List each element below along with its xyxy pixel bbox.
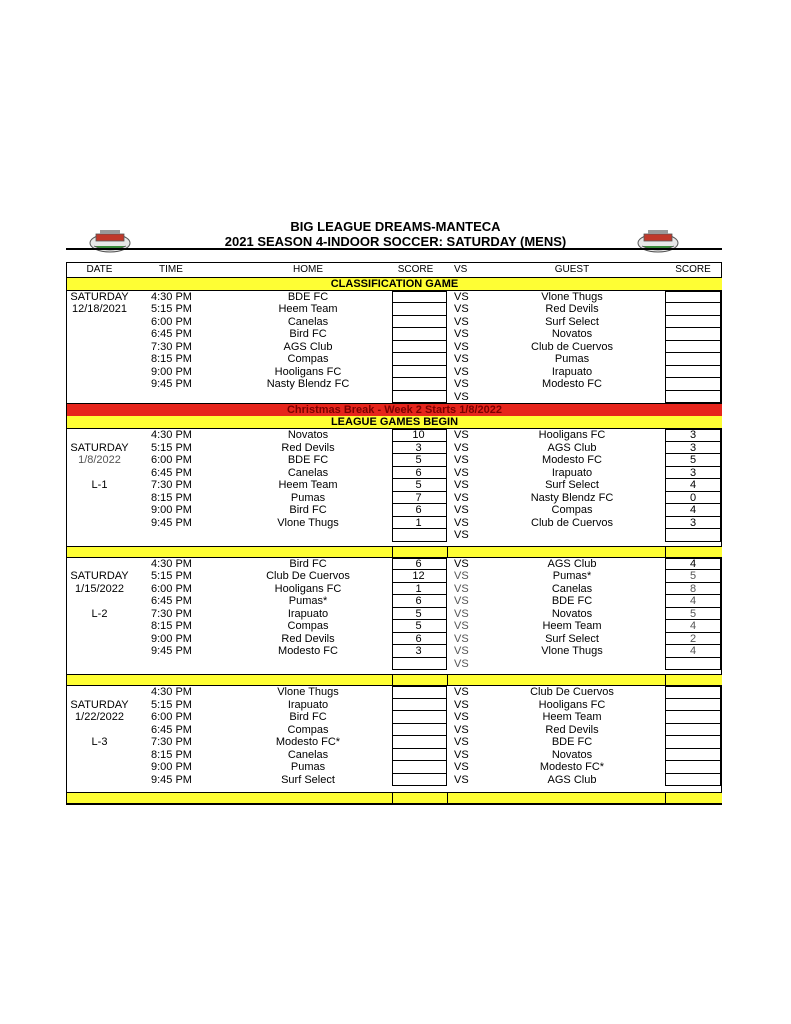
game-row bbox=[67, 353, 722, 366]
guest-team: Novatos bbox=[551, 607, 593, 620]
guest-score: 5 bbox=[689, 570, 697, 582]
home-team: Pumas bbox=[290, 491, 326, 504]
vs-label: VS bbox=[454, 378, 469, 390]
date-cell: 1/22/2022 bbox=[75, 711, 124, 723]
home-team: Hooligans FC bbox=[274, 365, 342, 378]
time-cell: 5:15 PM bbox=[151, 441, 192, 454]
time-cell: 8:15 PM bbox=[151, 353, 192, 365]
home-team: Compas bbox=[287, 723, 329, 736]
home-score-box bbox=[392, 774, 447, 787]
vs-label: VS bbox=[454, 570, 469, 582]
vs-label: VS bbox=[454, 748, 469, 761]
vs-label: VS bbox=[454, 711, 469, 723]
home-score: 5 bbox=[415, 454, 422, 466]
guest-score: 4 bbox=[689, 504, 697, 516]
guest-score-box bbox=[665, 658, 721, 671]
guest-team: Pumas bbox=[554, 353, 590, 365]
game-row bbox=[67, 303, 722, 316]
home-team: Pumas bbox=[290, 761, 326, 773]
home-team: BDE FC bbox=[287, 290, 329, 303]
vs-label: VS bbox=[454, 340, 469, 353]
game-row bbox=[67, 328, 722, 341]
big-league-dreams-logo-icon bbox=[636, 228, 680, 254]
guest-team: Club de Cuervos bbox=[531, 516, 613, 529]
vs-label: VS bbox=[454, 607, 469, 620]
christmas-break-band: Christmas Break - Week 2 Starts 1/8/2022 bbox=[67, 403, 722, 416]
home-team: Heem Team bbox=[278, 303, 338, 315]
time-cell: 9:00 PM bbox=[151, 632, 192, 645]
guest-team: Novatos bbox=[551, 328, 593, 340]
guest-score: 2 bbox=[689, 632, 697, 645]
guest-score-box bbox=[665, 736, 721, 749]
guest-score-box bbox=[665, 303, 721, 316]
game-row bbox=[67, 504, 722, 517]
guest-score-box bbox=[665, 391, 721, 404]
vs-label: VS bbox=[454, 773, 469, 786]
block-separator bbox=[67, 792, 722, 804]
home-score-box bbox=[392, 724, 447, 737]
time-cell: 5:15 PM bbox=[151, 698, 192, 711]
guest-score-box bbox=[665, 353, 721, 366]
home-team: Irapuato bbox=[287, 607, 329, 620]
home-score-box bbox=[392, 749, 447, 762]
time-cell: 6:00 PM bbox=[151, 315, 192, 328]
time-cell: 6:00 PM bbox=[151, 582, 192, 595]
guest-team: Irapuato bbox=[551, 365, 593, 378]
page-subtitle: 2021 SEASON 4-INDOOR SOCCER: SATURDAY (MENS) bbox=[224, 234, 567, 249]
guest-team: Hooligans FC bbox=[538, 429, 606, 441]
guest-team: Irapuato bbox=[551, 466, 593, 479]
home-team: Club De Cuervos bbox=[266, 570, 350, 582]
home-score-box bbox=[392, 391, 447, 404]
date-cell: L-3 bbox=[91, 736, 108, 748]
guest-team: BDE FC bbox=[551, 736, 593, 748]
guest-team: Hooligans FC bbox=[538, 698, 606, 711]
guest-score: 4 bbox=[689, 645, 697, 657]
guest-team: BDE FC bbox=[551, 595, 593, 607]
time-cell: 9:00 PM bbox=[151, 504, 192, 516]
home-score-box bbox=[392, 378, 447, 391]
home-score-box bbox=[392, 658, 447, 671]
time-cell: 8:15 PM bbox=[151, 620, 192, 632]
time-cell: 9:00 PM bbox=[151, 761, 192, 773]
vs-label: VS bbox=[454, 645, 469, 657]
guest-score: 8 bbox=[689, 582, 697, 595]
home-score-box bbox=[392, 699, 447, 712]
game-row bbox=[67, 570, 722, 583]
vs-label: VS bbox=[454, 441, 469, 454]
vs-label: VS bbox=[454, 657, 469, 670]
time-cell: 6:45 PM bbox=[151, 328, 192, 340]
guest-score-box bbox=[665, 328, 721, 341]
home-team: Bird FC bbox=[289, 328, 327, 340]
column-headers bbox=[67, 264, 722, 277]
game-row bbox=[67, 686, 722, 699]
vs-label: VS bbox=[454, 516, 469, 529]
home-score: 10 bbox=[412, 429, 425, 441]
vs-label: VS bbox=[454, 328, 469, 340]
game-row bbox=[67, 749, 722, 762]
header-date: DATE bbox=[86, 264, 113, 275]
game-row bbox=[67, 699, 722, 712]
page-title: BIG LEAGUE DREAMS-MANTECA bbox=[290, 219, 501, 234]
guest-team: Compas bbox=[551, 504, 593, 516]
big-league-dreams-logo-icon bbox=[88, 228, 132, 254]
game-row bbox=[67, 608, 722, 621]
home-team: Novatos bbox=[287, 429, 329, 441]
time-cell: 6:00 PM bbox=[151, 711, 192, 723]
guest-score: 4 bbox=[689, 595, 697, 607]
home-score: 5 bbox=[415, 607, 422, 620]
vs-label: VS bbox=[454, 290, 469, 303]
vs-label: VS bbox=[454, 698, 469, 711]
guest-team: Red Devils bbox=[545, 723, 599, 736]
time-cell: 6:00 PM bbox=[151, 454, 192, 466]
header-vs: VS bbox=[454, 264, 468, 275]
home-score: 6 bbox=[415, 632, 422, 645]
vs-label: VS bbox=[454, 736, 469, 748]
game-row bbox=[67, 454, 722, 467]
home-score-box bbox=[392, 303, 447, 316]
date-cell: L-2 bbox=[91, 607, 108, 620]
home-score-box bbox=[392, 353, 447, 366]
schedule-block-1-8 bbox=[67, 429, 722, 542]
date-cell: SATURDAY bbox=[70, 441, 129, 454]
guest-score-box bbox=[665, 686, 721, 699]
home-team: Nasty Blendz FC bbox=[266, 378, 350, 390]
guest-score: 4 bbox=[689, 479, 697, 491]
guest-score-box bbox=[665, 711, 721, 724]
date-cell: SATURDAY bbox=[70, 698, 129, 711]
home-score: 1 bbox=[415, 516, 422, 529]
home-team: Pumas* bbox=[288, 595, 328, 607]
vs-label: VS bbox=[454, 390, 469, 403]
home-score: 5 bbox=[415, 620, 422, 632]
vs-label: VS bbox=[454, 686, 469, 698]
time-cell: 8:15 PM bbox=[151, 491, 192, 504]
home-score-box bbox=[392, 529, 447, 542]
game-row bbox=[67, 442, 722, 455]
game-row bbox=[67, 366, 722, 379]
guest-score: 3 bbox=[689, 441, 697, 454]
time-cell: 4:30 PM bbox=[151, 429, 192, 441]
guest-team: Heem Team bbox=[542, 711, 602, 723]
schedule-table bbox=[67, 264, 722, 804]
block-separator bbox=[67, 546, 722, 558]
game-row bbox=[67, 467, 722, 480]
vs-label: VS bbox=[454, 723, 469, 736]
game-row bbox=[67, 620, 722, 633]
home-score-box bbox=[392, 341, 447, 354]
schedule-block-1-15 bbox=[67, 558, 722, 671]
guest-team: AGS Club bbox=[547, 441, 597, 454]
vs-label: VS bbox=[454, 632, 469, 645]
guest-team: Club De Cuervos bbox=[530, 686, 614, 698]
guest-team: Nasty Blendz FC bbox=[530, 491, 614, 504]
guest-team: Modesto FC bbox=[542, 378, 602, 390]
home-score-box bbox=[392, 761, 447, 774]
vs-label: VS bbox=[454, 557, 469, 570]
schedule-block-1-22 bbox=[67, 686, 722, 786]
home-team: Surf Select bbox=[281, 773, 335, 786]
game-row bbox=[67, 774, 722, 787]
guest-team: Red Devils bbox=[545, 303, 599, 315]
home-team: Hooligans FC bbox=[274, 582, 342, 595]
guest-team: Vlone Thugs bbox=[541, 645, 603, 657]
game-row bbox=[67, 492, 722, 505]
date-cell: 12/18/2021 bbox=[71, 303, 128, 315]
guest-team: Vlone Thugs bbox=[541, 290, 603, 303]
time-cell: 5:15 PM bbox=[151, 570, 192, 582]
time-cell: 9:45 PM bbox=[151, 773, 192, 786]
header-time: TIME bbox=[159, 264, 183, 275]
vs-label: VS bbox=[454, 595, 469, 607]
vs-label: VS bbox=[454, 466, 469, 479]
home-team: Red Devils bbox=[281, 632, 335, 645]
home-score: 6 bbox=[415, 557, 422, 570]
guest-score-box bbox=[665, 341, 721, 354]
guest-score: 4 bbox=[689, 620, 697, 632]
home-team: Heem Team bbox=[278, 479, 338, 491]
schedule-block-12-18 bbox=[67, 291, 722, 404]
time-cell: 7:30 PM bbox=[151, 479, 192, 491]
date-cell: L-1 bbox=[91, 479, 108, 491]
time-cell: 4:30 PM bbox=[151, 557, 192, 570]
time-cell: 6:45 PM bbox=[151, 595, 192, 607]
game-row bbox=[67, 529, 722, 542]
time-cell: 4:30 PM bbox=[151, 290, 192, 303]
vs-label: VS bbox=[454, 353, 469, 365]
home-team: Bird FC bbox=[289, 557, 327, 570]
home-score-box bbox=[392, 328, 447, 341]
home-score-box bbox=[392, 316, 447, 329]
vs-label: VS bbox=[454, 303, 469, 315]
home-score-box bbox=[392, 686, 447, 699]
time-cell: 7:30 PM bbox=[151, 340, 192, 353]
guest-team: AGS Club bbox=[547, 773, 597, 786]
home-score-box bbox=[392, 736, 447, 749]
time-cell: 9:45 PM bbox=[151, 645, 192, 657]
home-score: 6 bbox=[415, 466, 422, 479]
header-home-score: SCORE bbox=[397, 264, 434, 275]
vs-label: VS bbox=[454, 315, 469, 328]
game-row bbox=[67, 736, 722, 749]
home-score-box bbox=[392, 366, 447, 379]
game-row bbox=[67, 391, 722, 404]
guest-score: 5 bbox=[689, 607, 697, 620]
time-cell: 7:30 PM bbox=[151, 736, 192, 748]
guest-team: Modesto FC bbox=[542, 454, 602, 466]
guest-score-box bbox=[665, 774, 721, 787]
header-guest-score: SCORE bbox=[675, 264, 711, 275]
guest-score-box bbox=[665, 291, 721, 304]
home-team: Irapuato bbox=[287, 698, 329, 711]
game-row bbox=[67, 595, 722, 608]
game-row bbox=[67, 724, 722, 737]
home-score: 12 bbox=[412, 570, 425, 582]
guest-score: 3 bbox=[689, 466, 697, 479]
time-cell: 6:45 PM bbox=[151, 723, 192, 736]
home-score-box bbox=[392, 291, 447, 304]
game-row bbox=[67, 761, 722, 774]
league-games-band: LEAGUE GAMES BEGIN bbox=[67, 416, 722, 429]
home-team: Canelas bbox=[287, 315, 329, 328]
game-row bbox=[67, 583, 722, 596]
guest-score-box bbox=[665, 316, 721, 329]
guest-score-box bbox=[665, 749, 721, 762]
vs-label: VS bbox=[454, 479, 469, 491]
game-row bbox=[67, 378, 722, 391]
game-row bbox=[67, 316, 722, 329]
home-team: Canelas bbox=[287, 466, 329, 479]
header-home: HOME bbox=[293, 264, 323, 275]
guest-score-box bbox=[665, 529, 721, 542]
guest-team: Novatos bbox=[551, 748, 593, 761]
header-rule bbox=[66, 248, 722, 250]
home-team: Modesto FC* bbox=[275, 736, 341, 748]
guest-score: 3 bbox=[689, 429, 697, 441]
home-score-box bbox=[392, 711, 447, 724]
guest-team: AGS Club bbox=[547, 557, 597, 570]
game-row bbox=[67, 633, 722, 646]
home-score: 6 bbox=[415, 504, 422, 516]
game-row bbox=[67, 645, 722, 658]
time-cell: 5:15 PM bbox=[151, 303, 192, 315]
game-row bbox=[67, 658, 722, 671]
date-cell: 1/8/2022 bbox=[78, 454, 121, 466]
home-team: Bird FC bbox=[289, 711, 327, 723]
guest-team: Surf Select bbox=[545, 315, 599, 328]
vs-label: VS bbox=[454, 491, 469, 504]
guest-score: 3 bbox=[689, 516, 697, 529]
game-row bbox=[67, 479, 722, 492]
game-row bbox=[67, 558, 722, 571]
guest-team: Pumas* bbox=[552, 570, 592, 582]
guest-team: Surf Select bbox=[545, 632, 599, 645]
date-cell: 1/15/2022 bbox=[75, 582, 124, 595]
home-score: 5 bbox=[415, 479, 422, 491]
guest-team: Modesto FC* bbox=[539, 761, 605, 773]
vs-label: VS bbox=[454, 454, 469, 466]
header-guest: GUEST bbox=[554, 264, 590, 275]
guest-team: Club de Cuervos bbox=[531, 340, 613, 353]
game-row bbox=[67, 517, 722, 530]
game-row bbox=[67, 429, 722, 442]
home-team: BDE FC bbox=[287, 454, 329, 466]
guest-score: 5 bbox=[689, 454, 697, 466]
home-team: Compas bbox=[287, 353, 329, 365]
time-cell: 7:30 PM bbox=[151, 607, 192, 620]
classification-band: CLASSIFICATION GAME bbox=[67, 277, 722, 291]
vs-label: VS bbox=[454, 429, 469, 441]
time-cell: 6:45 PM bbox=[151, 466, 192, 479]
time-cell: 9:00 PM bbox=[151, 365, 192, 378]
home-team: Canelas bbox=[287, 748, 329, 761]
guest-score-box bbox=[665, 724, 721, 737]
game-row bbox=[67, 341, 722, 354]
time-cell: 9:45 PM bbox=[151, 378, 192, 390]
vs-label: VS bbox=[454, 620, 469, 632]
guest-score-box bbox=[665, 761, 721, 774]
time-cell: 8:15 PM bbox=[151, 748, 192, 761]
home-team: Bird FC bbox=[289, 504, 327, 516]
home-score: 6 bbox=[415, 595, 422, 607]
vs-label: VS bbox=[454, 504, 469, 516]
date-cell: SATURDAY bbox=[70, 570, 129, 582]
block-separator bbox=[67, 674, 722, 686]
home-team: Vlone Thugs bbox=[277, 516, 339, 529]
game-row bbox=[67, 711, 722, 724]
home-score: 1 bbox=[415, 582, 422, 595]
guest-score-box bbox=[665, 699, 721, 712]
guest-score-box bbox=[665, 378, 721, 391]
game-row bbox=[67, 291, 722, 304]
time-cell: 9:45 PM bbox=[151, 516, 192, 529]
home-team: Vlone Thugs bbox=[277, 686, 339, 698]
guest-score: 0 bbox=[689, 491, 697, 504]
vs-label: VS bbox=[454, 761, 469, 773]
date-cell: SATURDAY bbox=[70, 290, 129, 303]
home-team: AGS Club bbox=[283, 340, 333, 353]
guest-score-box bbox=[665, 366, 721, 379]
vs-label: VS bbox=[454, 365, 469, 378]
time-cell: 4:30 PM bbox=[151, 686, 192, 698]
home-score: 3 bbox=[415, 441, 422, 454]
home-team: Red Devils bbox=[281, 441, 335, 454]
vs-label: VS bbox=[454, 582, 469, 595]
vs-label: VS bbox=[454, 529, 469, 541]
home-score: 3 bbox=[415, 645, 422, 657]
guest-score: 4 bbox=[689, 557, 697, 570]
guest-team: Surf Select bbox=[545, 479, 599, 491]
guest-team: Canelas bbox=[551, 582, 593, 595]
home-team: Compas bbox=[287, 620, 329, 632]
home-team: Modesto FC bbox=[278, 645, 338, 657]
home-score: 7 bbox=[415, 491, 422, 504]
guest-team: Heem Team bbox=[542, 620, 602, 632]
